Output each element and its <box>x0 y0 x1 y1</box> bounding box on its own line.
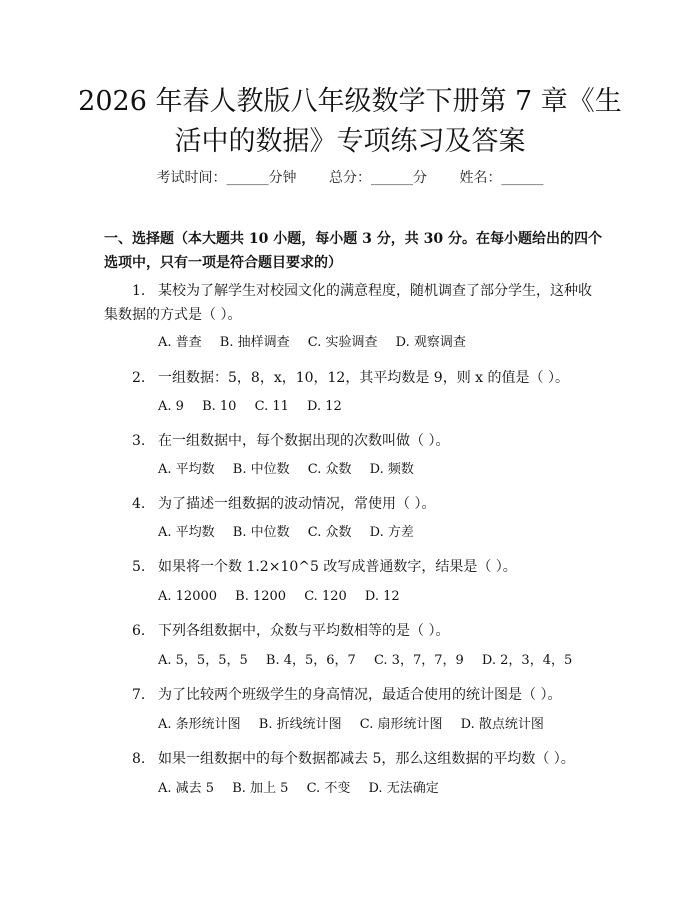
question-number: 6. <box>132 623 146 639</box>
option-a: A. 条形统计图 <box>158 717 241 732</box>
option-d: D. 2，3，4，5 <box>481 653 573 668</box>
option-d: D. 观察调查 <box>395 335 466 350</box>
option-c: C. 扇形统计图 <box>359 717 443 732</box>
question-8 <box>104 747 604 771</box>
option-d: D. 频数 <box>369 462 414 477</box>
option-a: A. 普查 <box>158 335 202 350</box>
option-d: D. 无法确定 <box>368 781 439 796</box>
question-number: 1. <box>132 283 146 299</box>
question-text: 为了比较两个班级学生的身高情况，最适合使用的统计图是（ ）。 <box>158 687 562 703</box>
question-text: 某校为了解学生对校园文化的满意程度，随机调查了部分学生，这种收集数据的方式是（ ）。 <box>104 283 592 323</box>
option-c: C. 3，7，7，9 <box>373 653 464 668</box>
option-c: C. 11 <box>254 399 289 414</box>
question-2 <box>104 366 604 390</box>
question-text: 为了描述一组数据的波动情况，常使用（ ）。 <box>158 496 436 512</box>
section-heading: 一、选择题（本大题共 10 小题，每小题 3 分，共 30 分。在每小题给出的四个选项中，只有一项是符合题目要求的） <box>104 231 602 271</box>
option-b: B. 4，5，6，7 <box>265 653 356 668</box>
question-4-options <box>158 523 618 543</box>
option-c: C. 众数 <box>307 525 352 540</box>
option-a: A. 12000 <box>158 589 218 604</box>
option-b: B. 中位数 <box>232 525 290 540</box>
question-6 <box>104 619 604 643</box>
question-1 <box>104 279 604 327</box>
question-7 <box>104 683 604 707</box>
question-number: 5. <box>132 559 146 575</box>
option-b: B. 折线统计图 <box>258 717 342 732</box>
question-text: 下列各组数据中，众数与平均数相等的是（ ）。 <box>158 623 450 639</box>
option-a: A. 9 <box>158 399 184 414</box>
option-d: D. 方差 <box>369 525 414 540</box>
question-number: 4. <box>132 496 146 512</box>
question-2-options <box>158 397 618 417</box>
exam-info <box>0 167 700 187</box>
question-text: 一组数据：5，8，x，10，12，其平均数是 9，则 x 的值是（ ）。 <box>158 370 569 386</box>
option-b: B. 中位数 <box>232 462 290 477</box>
option-c: C. 实验调查 <box>307 335 378 350</box>
option-a: A. 平均数 <box>158 525 215 540</box>
option-b: B. 抽样调查 <box>219 335 290 350</box>
question-7-options <box>158 715 618 735</box>
page-title <box>60 82 640 162</box>
option-a: A. 减去 5 <box>158 781 215 796</box>
exam-time: 考试时间：______分钟 <box>156 170 297 186</box>
option-d: D. 12 <box>307 399 342 414</box>
question-5-options <box>158 587 618 607</box>
question-number: 7. <box>132 687 146 703</box>
question-3-options <box>158 460 618 480</box>
question-text: 如果将一个数 1.2×10^5 改写成普通数字，结果是（ ）。 <box>158 559 517 575</box>
question-5 <box>104 555 604 579</box>
option-d: D. 散点统计图 <box>460 717 544 732</box>
option-a: A. 平均数 <box>158 462 215 477</box>
question-6-options <box>158 651 618 671</box>
question-number: 2. <box>132 370 146 386</box>
total-score: 总分：______分 <box>329 170 427 186</box>
option-c: C. 120 <box>304 589 347 604</box>
question-3 <box>104 429 604 453</box>
option-b: B. 10 <box>202 399 237 414</box>
option-c: C. 不变 <box>306 781 351 796</box>
question-number: 3. <box>132 433 146 449</box>
option-d: D. 12 <box>364 589 400 604</box>
option-a: A. 5，5，5，5 <box>158 653 248 668</box>
question-number: 8. <box>132 751 146 767</box>
title-line-2: 活中的数据》专项练习及答案 <box>174 126 526 157</box>
question-1-options <box>158 333 618 353</box>
option-b: B. 1200 <box>235 589 287 604</box>
option-b: B. 加上 5 <box>232 781 289 796</box>
question-text: 在一组数据中，每个数据出现的次数叫做（ ）。 <box>158 433 450 449</box>
question-8-options <box>158 779 618 799</box>
question-4 <box>104 492 604 516</box>
question-text: 如果一组数据中的每个数据都减去 5，那么这组数据的平均数（ ）。 <box>158 751 575 767</box>
student-name: 姓名：______ <box>459 170 544 186</box>
option-c: C. 众数 <box>307 462 352 477</box>
title-line-1: 2026 年春人教版八年级数学下册第 7 章《生 <box>78 86 622 117</box>
